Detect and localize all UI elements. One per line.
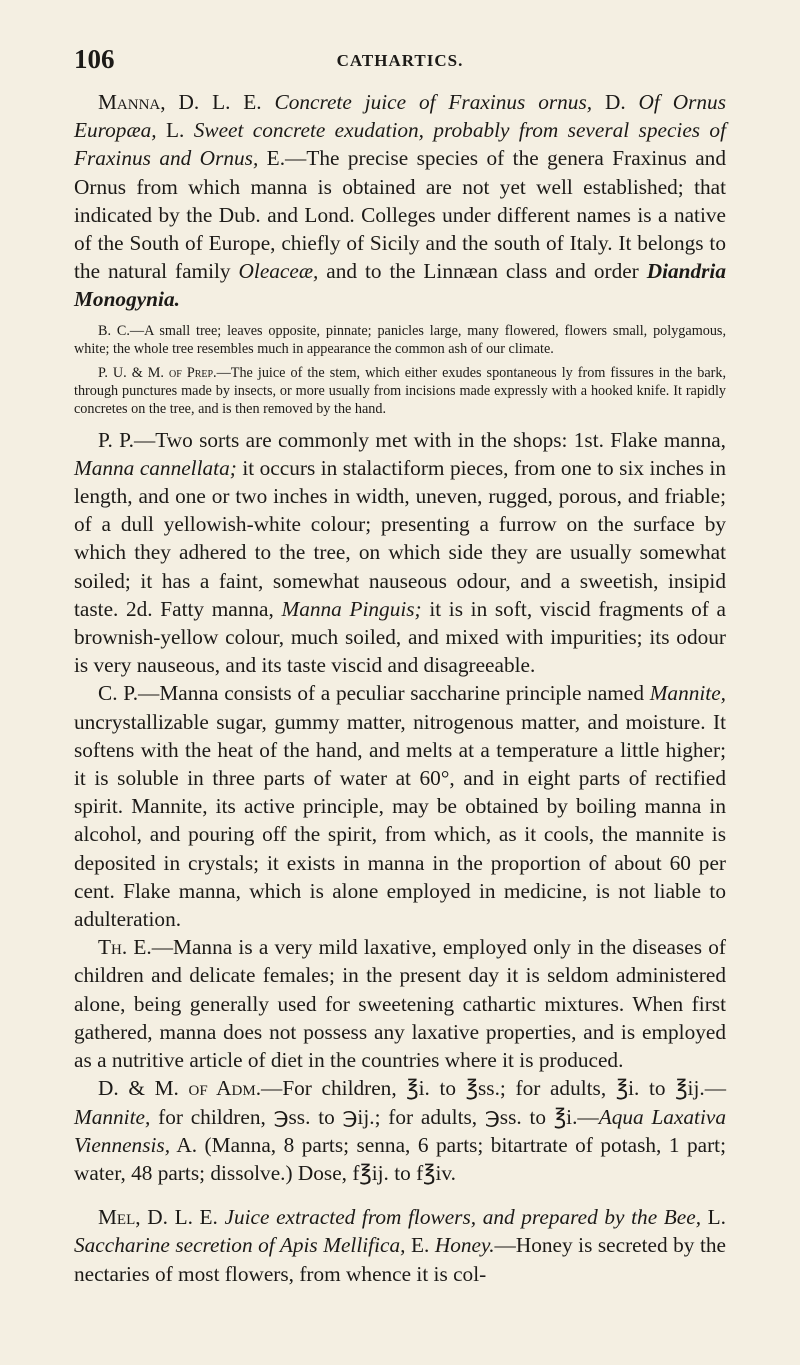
- bc-label: B. C.: [98, 322, 130, 339]
- th-text: —Manna is a very mild laxative, employed only in the diseases of children and delicate females; in the present day it is seldom administered alone, being generally used for sweetening cathartic mixtures. When first gathered, manna does not possess any laxative properties, and is employed as a nutritive article of diet in the countries where it is produced.: [74, 935, 727, 1073]
- dm-label: D. & M. of Adm.: [98, 1076, 262, 1101]
- section-title: CATHARTICS.: [336, 51, 464, 70]
- dublin-definition: Concrete juice of Fraxinus ornus,: [274, 90, 593, 114]
- mel-ref-l: L.: [701, 1205, 726, 1230]
- page-number: 106: [74, 44, 115, 74]
- mel-ref-e: E.: [405, 1233, 435, 1258]
- th-label: Th. E.: [98, 935, 152, 960]
- botanical-characters: [74, 322, 726, 358]
- pp-text-c: it is in soft, viscid fragments of a brownish-yellow colour, much soiled, and mixed with impurities; its odour is very nauseous, and its taste viscid and disagreeable.: [74, 596, 727, 678]
- bc-text: —A small tree; leaves opposite, pinnate; panicles large, many flowered, flowers small, polygamous, white; the whole tree resembles much in appearance the common ash of our climate.: [74, 322, 726, 357]
- pharmacopoeia-refs: D. L. E.: [165, 90, 275, 114]
- therapeutic-effects: [74, 933, 726, 1074]
- edinburgh-definition: Sweet concrete exudation, probably from several species of Fraxinus and Ornus,: [74, 118, 726, 171]
- mel-london-definition: Saccharine secretion of Apis Mellifica,: [74, 1233, 406, 1258]
- mannite-term: Mannite,: [649, 681, 726, 706]
- pp-text-a: —Two sorts are commonly met with in the shops: 1st. Flake manna,: [133, 427, 726, 452]
- london-definition: Of Ornus Europæa,: [74, 90, 726, 143]
- pu-text: —The juice of the stem, which either exudes spontaneous ly from fissures in the bark, through punctures made by insects, or more usually from incisions made expressly with a hooked knife. It rapidly concretes on the tree, and is then removed by the hand.: [74, 364, 726, 417]
- manna-origin-text: —The precise species of the genera Fraxinus and Ornus from which manna is obtained are not yet well established; that indicated by the Dub. and Lond. Colleges under different names is a native of the South of Europe, chiefly of Sicily and the south of Italy. It belongs to the natural family: [74, 146, 726, 284]
- pp-label: P. P.: [98, 427, 134, 452]
- part-used: [74, 364, 726, 418]
- mel-entry: [74, 1203, 726, 1288]
- mel-refs: D. L. E.: [140, 1205, 225, 1230]
- dm-text-a: —For children, ℥i. to ℥ss.; for adults, ℥i. to ℥ij.—: [261, 1076, 726, 1101]
- ref-e: E.: [258, 146, 286, 171]
- dm-text-c: A. (Manna, 8 parts; senna, 6 parts; bitartrate of potash, 1 part; water, 48 parts; dissolve.) Dose, f℥ij. to f℥iv.: [74, 1132, 726, 1185]
- dose-and-administration: [74, 1074, 726, 1187]
- mel-name: Mel,: [98, 1205, 141, 1230]
- entry-name: Manna,: [98, 90, 166, 114]
- mel-english-name: Honey.: [434, 1233, 495, 1258]
- dm-text-b: for children, ℈ss. to ℈ij.; for adults, ℈ss. to ℥i.—: [150, 1104, 599, 1129]
- linnaean-class: Diandria Monogynia.: [74, 259, 726, 312]
- mel-dublin-definition: Juice extracted from flowers, and prepared by the Bee,: [224, 1205, 702, 1230]
- mel-text: —Honey is secreted by the nectaries of most flowers, from whence it is col-: [74, 1233, 726, 1286]
- manna-pinguis: Manna Pinguis;: [281, 596, 422, 621]
- manna-class-text: and to the Linnæan class and order: [318, 259, 647, 284]
- page-body: [74, 88, 726, 1288]
- manna-cannellata: Manna cannellata;: [74, 455, 237, 480]
- running-head: [74, 44, 726, 74]
- cp-text-a: —Manna consists of a peculiar saccharine principle named: [138, 681, 650, 706]
- cp-text-b: uncrystallizable sugar, gummy matter, nitrogenous matter, and moisture. It softens with the heat of the hand, and melts at a temperature a little higher; it is soluble in three parts of water at 60°, and in eight parts of rectified spirit. Mannite, its active principle, may be obtained by boiling manna in alcohol, and pouring off the spirit, from which, as it cools, the mannite is deposited in crystals; it exists in manna in the proportion of about 60 per cent. Flake manna, which is alone employed in medicine, is not liable to adulteration.: [74, 709, 726, 932]
- family-name: Oleaceæ,: [238, 259, 319, 284]
- cp-label: C. P.: [98, 681, 139, 706]
- chemical-properties: [74, 679, 726, 933]
- aqua-laxativa: Aqua Laxativa Viennensis,: [74, 1104, 726, 1157]
- ref-d: D.: [592, 90, 639, 114]
- physical-properties: [74, 426, 726, 680]
- pp-text-b: it occurs in stalactiform pieces, from one to six inches in length, and one or two inches in width, uneven, rugged, porous, and friable; of a dull yellowish-white colour; presenting a furrow on the surface by which they adhered to the tree, on which side they are usually somewhat soiled; it has a faint, somewhat nauseous odour, and a sweetish, insipid taste. 2d. Fatty manna,: [74, 455, 726, 621]
- ref-l: L.: [156, 118, 194, 143]
- pu-label: P. U. & M. of Prep.: [98, 364, 217, 381]
- dm-mannite: Mannite,: [74, 1104, 151, 1129]
- manna-entry: [74, 88, 726, 314]
